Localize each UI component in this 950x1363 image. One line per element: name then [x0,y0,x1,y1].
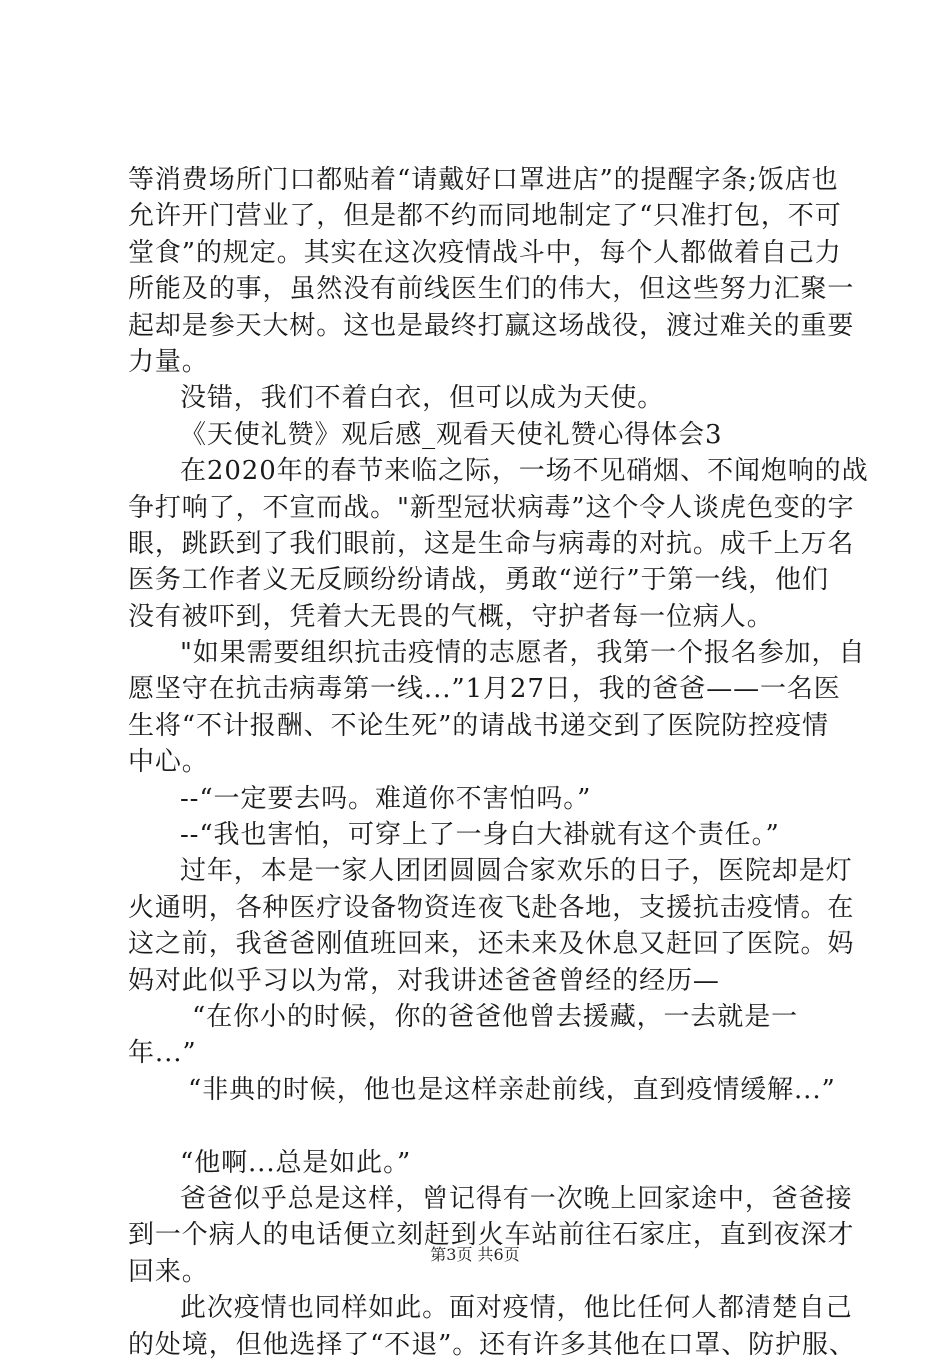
text-line: 中心。 [128,747,209,778]
text-line: 眼，跳跃到了我们眼前，这是生命与病毒的对抗。成千上万名 [128,528,855,559]
text-line: 到一个病人的电话便立刻赶到火车站前往石家庄，直到夜深才 [128,1220,855,1251]
blank-line [128,1108,848,1144]
document-body [128,162,869,1363]
text-line: 允许开门营业了，但是都不约而同地制定了“只准打包，不可 [128,201,842,232]
text-line: 愿坚守在抗击病毒第一线...”1月27日，我的爸爸——一名医 [128,674,841,705]
page-footer: 第3页 共6页 [430,1245,520,1264]
text-line: “在你小的时候，你的爸爸他曾去援藏，一去就是一 [192,1001,798,1032]
text-line: 力量。 [128,346,209,377]
text-line: 生将“不计报酬、不论生死”的请战书递交到了医院防控疫情 [128,710,829,741]
text-line: "如果需要组织抗击疫情的志愿者，我第一个报名参加，自 [180,638,866,669]
text-line: 医务工作者义无反顾纷纷请战，勇敢“逆行”于第一线，他们 [128,565,829,596]
text-line: 爸爸似乎总是这样，曾记得有一次晚上回家途中，爸爸接 [180,1183,853,1214]
text-line: 年...” [128,1038,197,1069]
text-line: 此次疫情也同样如此。面对疫情，他比任何人都清楚自己 [180,1293,853,1324]
text-line: 《天使礼赞》观后感_观看天使礼赞心得体会3 [180,419,723,450]
text-line: 火通明，各种医疗设备物资连夜飞赴各地，支援抗击疫情。在 [128,892,855,923]
text-line: 所能及的事，虽然没有前线医生们的伟大，但这些努力汇聚一 [128,274,855,305]
text-line: 起却是参天大树。这也是最终打赢这场战役，渡过难关的重要 [128,310,855,341]
text-line: --“我也害怕，可穿上了一身白大褂就有这个责任。” [180,820,780,851]
text-line: 的处境，但他选择了“不退”。还有许多其他在口罩、防护服、 [128,1329,856,1360]
text-line: 没错，我们不着白衣，但可以成为天使。 [180,383,665,414]
text-line: 堂食”的规定。其实在这次疫情战斗中，每个人都做着自己力 [128,237,842,268]
text-line: 过年，本是一家人团团圆圆合家欢乐的日子，医院却是灯 [180,856,853,887]
text-line: “非典的时候，他也是这样亲赴前线，直到疫情缓解...” [188,1074,836,1105]
text-line: “他啊...总是如此。” [180,1147,412,1178]
text-line: --“一定要去吗。难道你不害怕吗。” [180,783,592,814]
text-line: 等消费场所门口都贴着“请戴好口罩进店”的提醒字条;饭店也 [128,165,839,195]
text-line: 争打响了，不宣而战。"新型冠状病毒”这个令人谈虎色变的字 [128,492,855,523]
text-line: 这之前，我爸爸刚值班回来，还未来及休息又赶回了医院。妈 [128,929,855,960]
text-line: 回来。 [128,1256,209,1287]
text-line: 没有被吓到，凭着大无畏的气概，守护者每一位病人。 [128,601,774,632]
text-line: 妈对此似乎习以为常，对我讲述爸爸曾经的经历— [128,965,720,996]
text-line: 在2020年的春节来临之际，一场不见硝烟、不闻炮响的战 [180,456,869,487]
